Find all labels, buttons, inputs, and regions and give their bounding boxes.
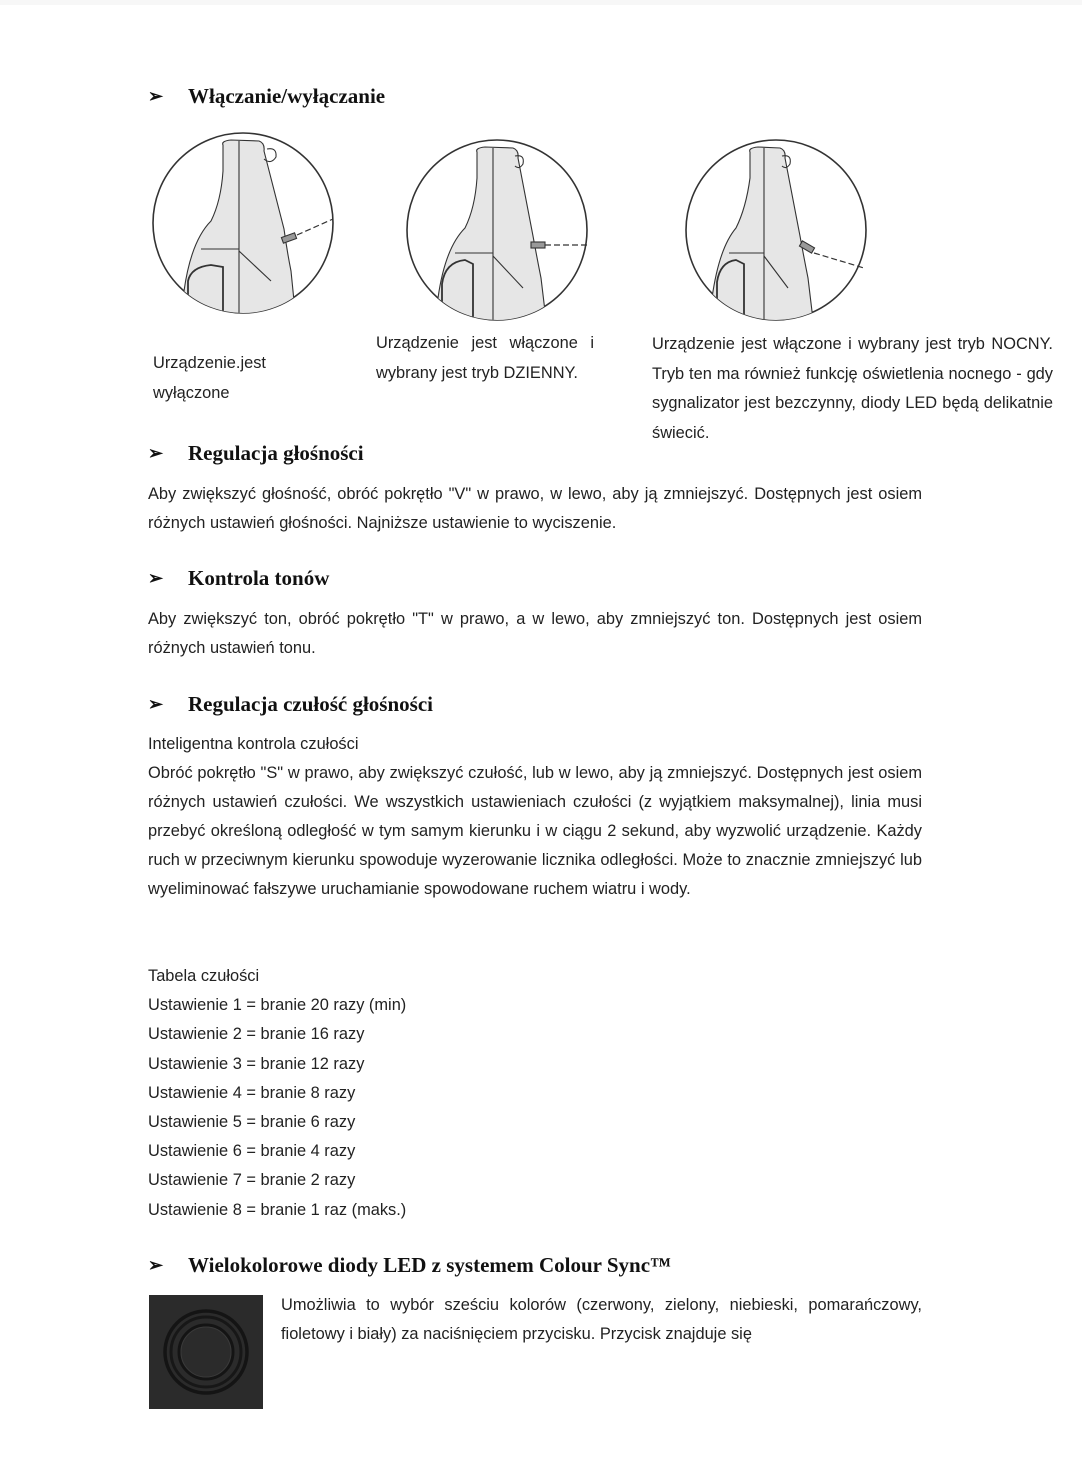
heading-volume xyxy=(148,441,364,466)
tone-paragraph: Aby zwiększyć ton, obróć pokrętło "T" w prawo, a w lewo, aby zmniejszyć ton. Dostępnych jest osiem różnych ustawień tonu. xyxy=(148,610,922,657)
sensitivity-table-row: Ustawienie 1 = branie 20 razy (min) xyxy=(148,996,407,1015)
sensitivity-table-row: Ustawienie 8 = branie 1 raz (maks.) xyxy=(148,1200,407,1219)
caption-device-off: Urządzenie.jest wyłączone xyxy=(153,354,266,402)
sensitivity-table-row: Ustawienie 5 = branie 6 razy xyxy=(148,1112,356,1131)
sensitivity-table-row: Ustawienie 6 = branie 4 razy xyxy=(148,1142,356,1161)
heading-text: Kontrola tonów xyxy=(188,566,330,590)
sensitivity-subtitle: Inteligentna kontrola czułości xyxy=(148,735,359,753)
heading-text: Wielokolorowe diody LED z systemem Colour Sync™ xyxy=(188,1253,672,1277)
heading-text: Regulacja głośności xyxy=(188,441,364,465)
sensitivity-table-row: Ustawienie 7 = branie 2 razy xyxy=(148,1171,356,1190)
arrow-bullet-icon: ➢ xyxy=(148,1255,164,1275)
colour-sync-button-image xyxy=(149,1295,263,1409)
arrow-bullet-icon: ➢ xyxy=(148,443,164,463)
device-day-mode-illustration xyxy=(405,138,589,322)
caption-day-mode: Urządzenie jest włączone i wybrany jest tryb DZIENNY. xyxy=(376,334,594,382)
sensitivity-table-row: Ustawienie 2 = branie 16 razy xyxy=(148,1025,365,1044)
page-top-edge xyxy=(0,0,1082,5)
caption-night-mode: Urządzenie jest włączone i wybrany jest tryb NOCNY. Tryb ten ma również funkcję oświetlenia nocnego - gdy sygnalizator jest bezczynny, diody LED będą delikatnie świecić. xyxy=(652,335,1053,442)
sensitivity-table-title: Tabela czułości xyxy=(148,967,260,985)
device-off-illustration xyxy=(151,131,335,315)
volume-paragraph: Aby zwiększyć głośność, obróć pokrętło "V" w prawo, w lewo, aby ją zmniejszyć. Dostępnych jest osiem różnych ustawień głośności. Najniższe ustawienie to wyciszenie. xyxy=(148,485,922,532)
heading-power xyxy=(148,84,385,109)
device-night-mode-illustration xyxy=(684,138,868,322)
sensitivity-table xyxy=(148,962,406,1225)
heading-led xyxy=(148,1253,671,1278)
arrow-bullet-icon: ➢ xyxy=(148,694,164,714)
concentric-rings-icon xyxy=(149,1295,263,1409)
arrow-bullet-icon: ➢ xyxy=(148,568,164,588)
led-paragraph: Umożliwia to wybór sześciu kolorów (czerwony, zielony, niebieski, pomarańczowy, fioletowy i biały) za naciśnięciem przycisku. Przycisk znajduje się xyxy=(281,1296,922,1343)
heading-text: Regulacja czułość głośności xyxy=(188,692,433,716)
heading-text: Włączanie/wyłączanie xyxy=(188,84,386,108)
arrow-bullet-icon: ➢ xyxy=(148,86,164,106)
sensitivity-table-row: Ustawienie 3 = branie 12 razy xyxy=(148,1054,365,1073)
heading-sensitivity xyxy=(148,692,433,717)
heading-tone xyxy=(148,566,329,591)
sensitivity-paragraph: Obróć pokrętło "S" w prawo, aby zwiększyć czułość, lub w lewo, aby ją zmniejszyć. Dostępnych jest osiem różnych ustawień czułości. We wszystkich ustawieniach czułości (z wyjątkiem maksymalnej), linia musi przebyć określoną odległość w tym samym kierunku i w ciągu 2 sekund, aby wyzwolić urządzenie. Każdy ruch w przeciwnym kierunku spowoduje wyzerowanie licznika odległości. Może to znacznie zmniejszyć lub wyeliminować fałszywe uruchamianie spowodowane ruchem wiatru i wody. xyxy=(148,764,922,898)
sensitivity-table-row: Ustawienie 4 = branie 8 razy xyxy=(148,1083,356,1102)
